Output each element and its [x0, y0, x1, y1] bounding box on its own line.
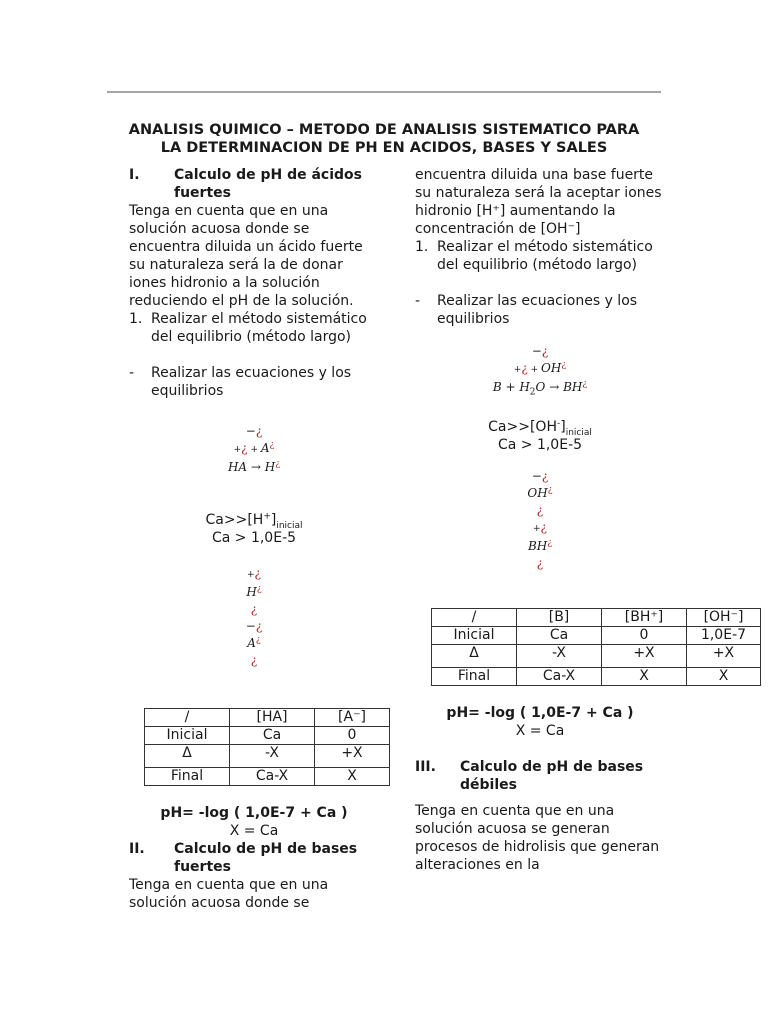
step-1-text: Realizar el método sistemático del equilibrio (método largo)	[151, 311, 367, 345]
table-row	[145, 727, 390, 745]
equilibrium-table-left	[144, 708, 390, 786]
table-header-row	[145, 709, 390, 727]
right-column	[415, 166, 747, 874]
step-1-item	[129, 310, 379, 346]
section-1-title: Calculo de pH de ácidos fuertes	[174, 167, 362, 201]
table-cell: [HA]	[230, 709, 315, 727]
eq-line-1: −¿	[245, 424, 263, 438]
dash-item	[129, 364, 379, 400]
table-cell: [A⁻]	[315, 709, 390, 727]
table-cell: Ca	[517, 627, 602, 645]
dash-text: Realizar las ecuaciones y los equilibrios	[151, 365, 352, 399]
step-1-text-right: Realizar el método sistemático del equilibrio (método largo)	[437, 239, 653, 273]
section-1-heading	[129, 166, 379, 202]
table-cell: X	[602, 668, 687, 686]
dash-marker-right: -	[415, 293, 421, 309]
equilibrium-equation-left	[129, 423, 379, 476]
table-cell: X	[315, 768, 390, 786]
ca-minimum-right: Ca > 1,0E-5	[497, 437, 583, 453]
ca-condition-right: $Ca>>[OH^-]_{inicial}$	[488, 418, 592, 438]
table-cell: -X	[230, 745, 315, 768]
x-equals-left: X = Ca	[229, 823, 279, 839]
title-line-2: LA DETERMINACION DE PH EN ACIDOS, BASES Y SALES	[160, 140, 608, 156]
step-1-item-right	[415, 238, 665, 274]
section-3-text: Tenga en cuenta que en una solución acuosa se generan procesos de hidrolisis que generan alteraciones en la	[415, 803, 660, 873]
table-row	[145, 745, 390, 768]
ka-expression-left: +¿ H¿ ¿ −¿ A¿ ¿	[245, 566, 263, 667]
section-2-title: Calculo de pH de bases fuertes	[174, 841, 358, 875]
ph-formula-left: pH= -log ( 1,0E-7 + Ca )	[160, 805, 348, 821]
table-cell: -X	[517, 645, 602, 668]
dash-marker: -	[129, 365, 135, 381]
header-rule	[107, 91, 661, 93]
table-cell: Final	[432, 668, 517, 686]
eq-line-1: −¿	[531, 344, 549, 358]
table-cell: Ca-X	[517, 668, 602, 686]
equilibrium-equation-right	[415, 343, 665, 396]
equilibrium-table-right	[431, 608, 761, 686]
table-row	[432, 645, 761, 668]
table-cell: Ca	[230, 727, 315, 745]
table-cell: [B]	[517, 609, 602, 627]
section-2-heading	[129, 840, 379, 876]
eq-line-2: +¿ + OH¿	[513, 360, 567, 375]
table-cell: Inicial	[145, 727, 230, 745]
title-line-1: ANALISIS QUIMICO – METODO DE ANALISIS SISTEMATICO PARA	[128, 122, 640, 138]
table-cell: +X	[687, 645, 761, 668]
table-cell: Δ	[145, 745, 230, 768]
dash-item-right	[415, 292, 665, 328]
section-2-continuation: encuentra diluida una base fuerte su naturaleza será la aceptar iones hidronio [H⁺] aumentando la concentración de [OH⁻]	[415, 167, 662, 237]
table-cell: Δ	[432, 645, 517, 668]
table-cell: Inicial	[432, 627, 517, 645]
table-cell: /	[432, 609, 517, 627]
table-cell: 0	[315, 727, 390, 745]
table-cell: +X	[315, 745, 390, 768]
table-row	[432, 668, 761, 686]
kb-expression-right: −¿ OH¿ ¿ +¿ BH¿ ¿	[527, 469, 553, 570]
section-2-number: II.	[129, 841, 145, 857]
step-1-marker-right: 1.	[415, 239, 429, 255]
x-equals-right: X = Ca	[515, 723, 565, 739]
table-cell: 0	[602, 627, 687, 645]
step-1-marker: 1.	[129, 311, 143, 327]
table-row	[145, 768, 390, 786]
eq-line-2: +¿ + A¿	[233, 440, 275, 455]
section-3-heading	[415, 758, 665, 794]
table-cell: [OH⁻]	[687, 609, 761, 627]
eq-line-3: $B + H_2O \to BH^¿$	[492, 379, 588, 398]
table-cell: [BH⁺]	[602, 609, 687, 627]
section-1-intro: Tenga en cuenta que en una solución acuosa donde se encuentra diluida un ácido fuerte su naturaleza será la de donar iones hidronio a la solución reduciendo el pH de la solución.	[129, 203, 363, 309]
table-cell: Final	[145, 768, 230, 786]
table-cell: +X	[602, 645, 687, 668]
table-cell: /	[145, 709, 230, 727]
ca-condition-left: $Ca>>[H^+]_{inicial}$	[205, 511, 303, 531]
table-cell: Ca-X	[230, 768, 315, 786]
table-cell: 1,0E-7	[687, 627, 761, 645]
table-cell: X	[687, 668, 761, 686]
section-3-number: III.	[415, 759, 436, 775]
document-title	[100, 121, 668, 157]
ph-formula-right: pH= -log ( 1,0E-7 + Ca )	[446, 705, 634, 721]
ca-minimum-left: Ca > 1,0E-5	[211, 530, 297, 546]
section-1-number: I.	[129, 167, 140, 183]
eq-line-3: HA → H¿	[227, 459, 281, 474]
dash-text-right: Realizar las ecuaciones y los equilibrios	[437, 293, 638, 327]
section-3-title: Calculo de pH de bases débiles	[460, 759, 644, 793]
section-2-text: Tenga en cuenta que en una solución acuosa donde se	[129, 877, 329, 911]
table-row	[432, 627, 761, 645]
left-column	[129, 166, 379, 912]
table-header-row	[432, 609, 761, 627]
